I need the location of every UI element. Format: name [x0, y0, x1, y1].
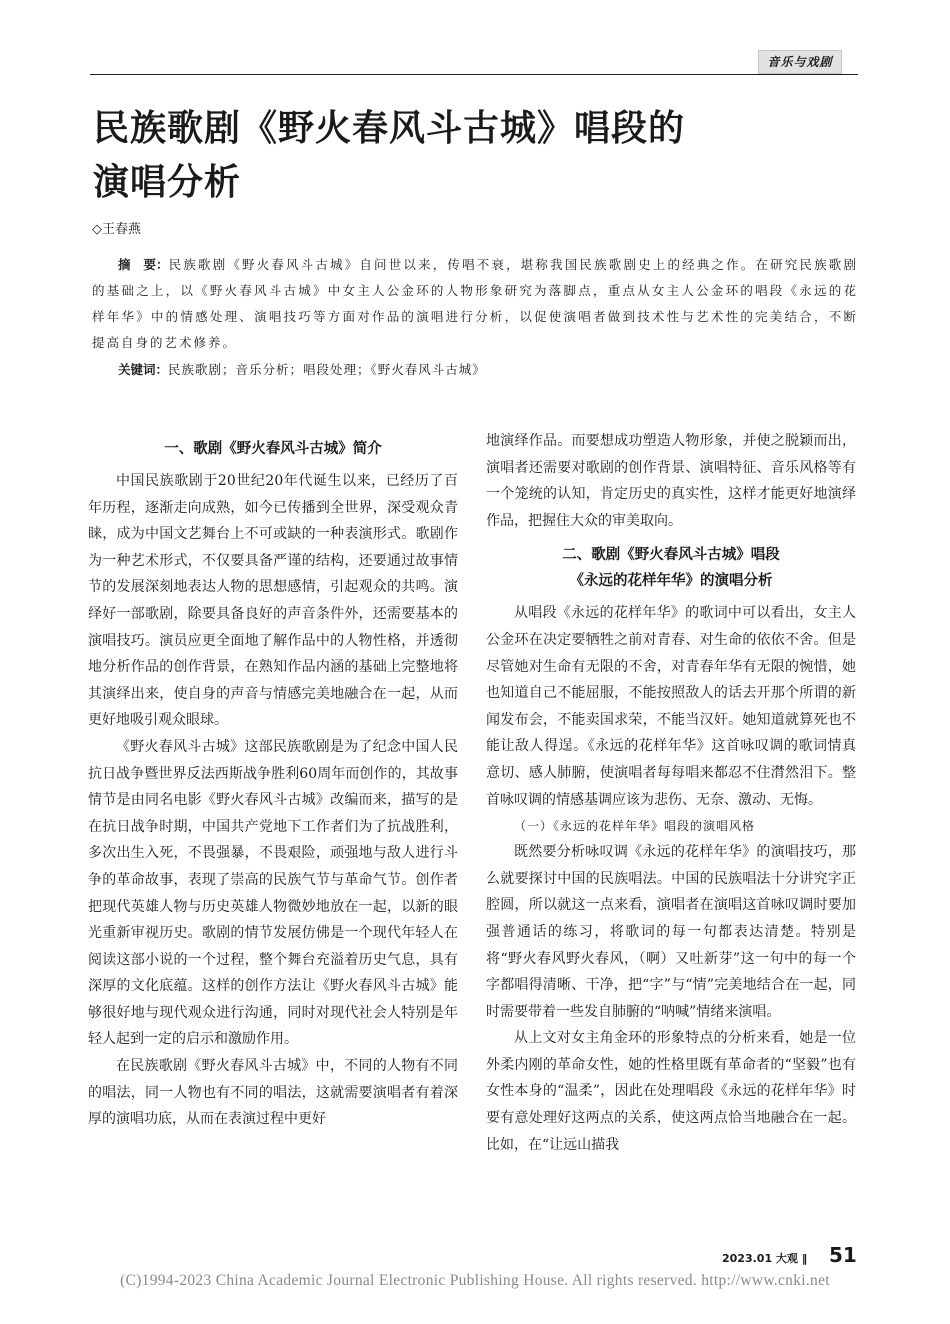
left-column — [88, 428, 458, 1133]
section-heading-2-line-2: 《永远的花样年华》的演唱分析 — [569, 573, 773, 590]
page-number: 51 — [829, 1243, 857, 1267]
footer-journal: 2023.01 大观 ‖ — [722, 1252, 808, 1265]
body-paragraph: 从唱段《永远的花样年华》的歌词中可以看出，女主人公金环在决定要牺牲之前对青春、对生命的依依不舍。但是尽管她对生命有无限的不舍，对青春年华有无限的惋惜，她也知道自己不能屈服，不能按照敌人的话去开那个所谓的新闻发布会，不能卖国求荣，不能当汉奸。她知道就算死也不能让敌人得逞。《永远的花样年华》这首咏叹调的歌词情真意切、感人肺腑，使演唱者每每唱来都忍不住潸然泪下。整首咏叹调的情感基调应该为悲伤、无奈、激动、无悔。 — [486, 605, 856, 808]
right-column — [486, 428, 856, 1158]
body-paragraph-continuation: 地演绎作品。而要想成功塑造人物形象，并使之脱颖而出，演唱者还需要对歌剧的创作背景、演唱特征、音乐风格等有一个笼统的认知，肯定历史的真实性，这样才能更好地演绎作品，把握住大众的审美取向。 — [486, 433, 856, 529]
body-paragraph: 中国民族歌剧于20世纪20年代诞生以来，已经历了百年历程，逐渐走向成熟，如今已传播到全世界，深受观众青睐，成为中国文艺舞台上不可或缺的一种表演形式。歌剧作为一种艺术形式，不仅要具备严谨的结构，还要通过故事情节的发展深刻地表达人物的思想感情，引起观众的共鸣。演绎好一部歌剧，除要具备良好的声音条件外，还需要基本的演唱技巧。演员应更全面地了解作品中的人物性格，并透彻地分析作品的创作背景，在熟知作品内涵的基础上完整地将其演绎出来，使自身的声音与情感完美地融合在一起，从而更好地吸引观众眼球。 — [88, 473, 458, 729]
section-label: 音乐与戏剧 — [758, 50, 842, 74]
body-paragraph: 在民族歌剧《野火春风斗古城》中，不同的人物有不同的唱法，同一人物也有不同的唱法，这就需要演唱者有着深厚的演唱功底，从而在表演过程中更好 — [88, 1058, 458, 1128]
body-paragraph: 《野火春风斗古城》这部民族歌剧是为了纪念中国人民抗日战争暨世界反法西斯战争胜利60周年而创作的，其故事情节是由同名电影《野火春风斗古城》改编而来，描写的是在抗日战争时期，中国共产党地下工作者们为了抗战胜利，多次出生入死，不畏强暴，不畏艰险，顽强地与敌人进行斗争的革命故事，表现了崇高的民族气节与革命气节。创作者把现代英雄人物与历史英雄人物微妙地放在一起，以新的眼光重新审视历史。歌剧的情节发展仿佛是一个现代年轻人在阅读这部小说的一个过程，整个舞台充溢着历史气息，具有深厚的文化底蕴。这样的创作方法让《野火春风斗古城》能够很好地与现代观众进行沟通，同时对现代社会人特别是年轻人起到一定的启示和激励作用。 — [88, 738, 458, 1048]
abstract-label: 摘 要： — [118, 257, 169, 272]
author: ◇王春燕 — [92, 222, 141, 237]
header-rule — [90, 74, 858, 75]
copyright-notice: (C)1994-2023 China Academic Journal Electronic Publishing House. All rights reserved. http://www.cnki.net — [120, 1272, 830, 1289]
keywords-label: 关键词： — [118, 362, 169, 377]
abstract-text: 民族歌剧《野火春风斗古城》自问世以来，传唱不衰，堪称我国民族歌剧史上的经典之作。在研究民族歌剧的基础之上，以《野火春风斗古城》中女主人公金环的人物形象研究为落脚点，重点从女主人公金环的唱段《永远的花样年华》中的情感处理、演唱技巧等方面对作品的演唱进行分析，以促使演唱者做到技术性与艺术性的完美结合，不断提高自身的艺术修养。 — [92, 257, 858, 350]
abstract — [92, 252, 858, 356]
keywords-text: 民族歌剧；音乐分析；唱段处理；《野火春风斗古城》 — [168, 362, 486, 377]
section-heading-2 — [486, 542, 856, 594]
section-heading-1: 一、歌剧《野火春风斗古城》简介 — [164, 441, 382, 457]
body-paragraph: 既然要分析咏叹调《永远的花样年华》的演唱技巧，那么就要探讨中国的民族唱法。中国的民族唱法十分讲究字正腔圆，所以就这一点来看，演唱者在演唱这首咏叹调时要加强普通话的练习，将歌词的每一句都表达清楚。特别是将“野火春风野火春风，（啊）又吐新芽”这一句中的每一个字都唱得清晰、干净，把“字”与“情”完美地结合在一起，同时需要带着一些发自肺腑的“呐喊”情绪来演唱。 — [486, 844, 856, 1020]
section-heading-2-line-1: 二、歌剧《野火春风斗古城》唱段 — [562, 547, 780, 564]
article-title — [93, 102, 853, 210]
subsection-heading: （一）《永远的花样年华》唱段的演唱风格 — [514, 819, 756, 834]
keywords — [92, 360, 858, 380]
article-title-line-2: 演唱分析 — [93, 162, 242, 203]
article-title-line-1: 民族歌剧《野火春风斗古城》唱段的 — [93, 108, 686, 149]
body-paragraph: 从上文对女主角金环的形象特点的分析来看，她是一位外柔内刚的革命女性，她的性格里既有革命者的“坚毅”也有女性本身的“温柔”，因此在处理唱段《永远的花样年华》时要有意处理好这两点的关系，使这两点恰当地融合在一起。比如，在“让远山描我 — [486, 1030, 856, 1153]
